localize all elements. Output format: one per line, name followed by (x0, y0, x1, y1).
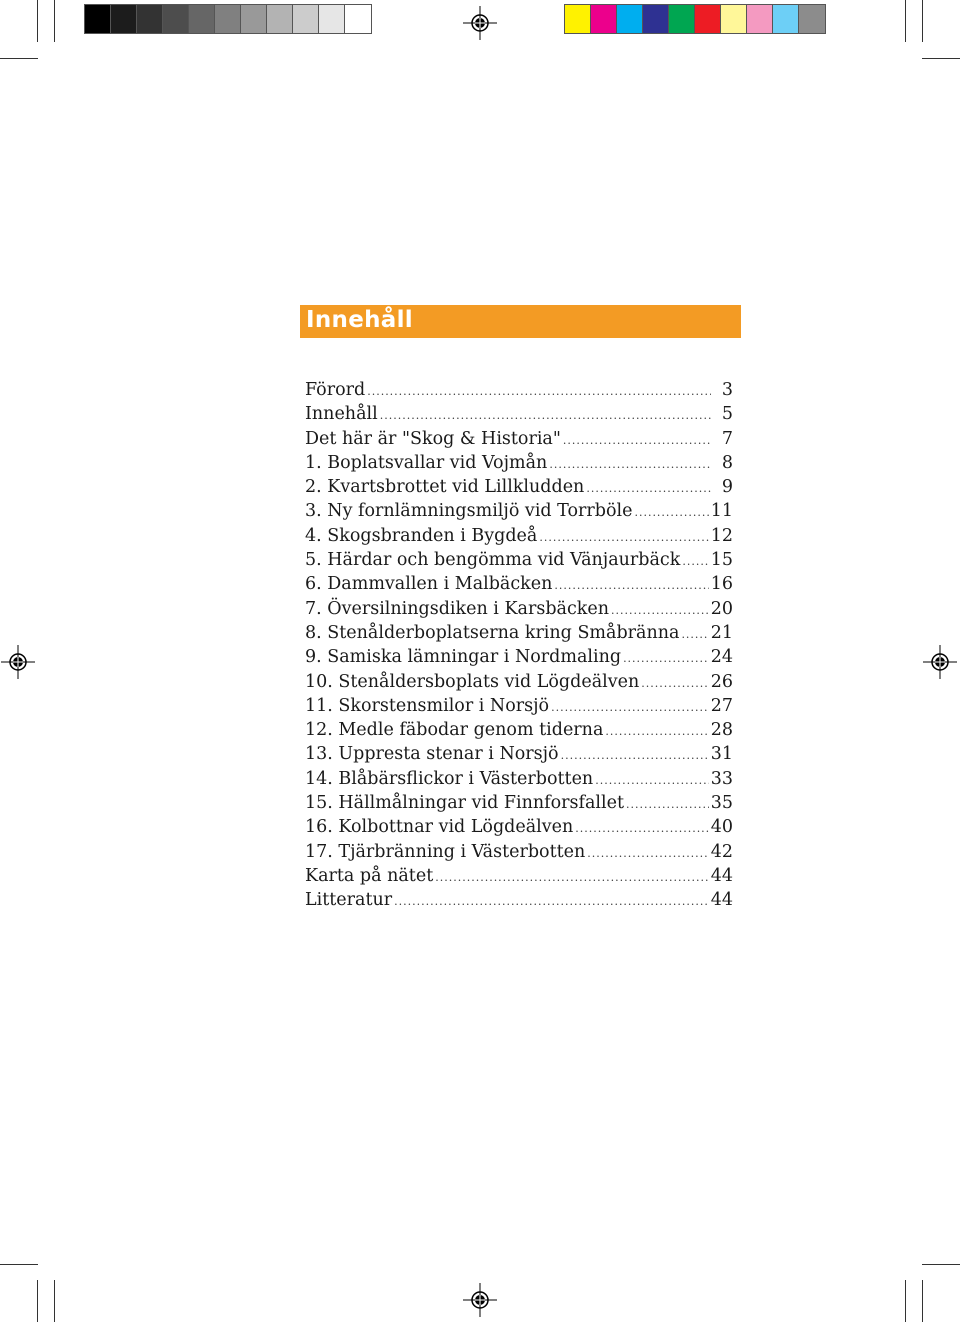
toc-entry-title: 15. Hällmålningar vid Finnforsfallet (305, 793, 624, 814)
toc-entry[interactable] (305, 453, 733, 477)
dot-leader (367, 385, 711, 398)
toc-entry-page: 40 (710, 817, 733, 838)
toc-entry[interactable] (305, 647, 733, 671)
registration-mark-icon (463, 1283, 497, 1317)
toc-entry-title: 16. Kolbottnar vid Lögdeälven (305, 817, 574, 838)
toc-entry-title: Litteratur (305, 890, 393, 911)
toc-entry[interactable] (305, 696, 733, 720)
color-swatch-bar (564, 4, 826, 34)
toc-entry-page: 8 (721, 452, 733, 473)
toc-entry[interactable] (305, 429, 733, 453)
crop-mark (905, 1280, 906, 1322)
color-swatch (163, 5, 189, 33)
toc-entry-page: 24 (710, 647, 733, 668)
toc-entry[interactable] (305, 842, 733, 866)
dot-leader (611, 604, 709, 617)
toc-entry-title: Karta på nätet (305, 865, 434, 886)
dot-leader (549, 458, 711, 471)
toc-entry-title: 5. Härdar och bengömma vid Vänjaurbäck (305, 550, 681, 571)
crop-mark (37, 0, 38, 42)
color-swatch (137, 5, 163, 33)
registration-mark-icon (463, 6, 497, 40)
color-swatch (189, 5, 215, 33)
toc-entry[interactable] (305, 623, 733, 647)
toc-entry-title: 1. Boplatsvallar vid Vojmån (305, 452, 548, 473)
toc-entry-title: 10. Stenåldersboplats vid Lögdeälven (305, 671, 640, 692)
page-title: Innehåll (306, 307, 413, 333)
toc-entry[interactable] (305, 744, 733, 768)
toc-entry[interactable] (305, 526, 733, 550)
dot-leader (586, 482, 711, 495)
toc-entry-page: 12 (710, 525, 733, 546)
toc-entry[interactable] (305, 574, 733, 598)
toc-entry-page: 44 (710, 865, 733, 886)
color-swatch (319, 5, 345, 33)
toc-entry-title: 3. Ny fornlämningsmiljö vid Torrböle (305, 501, 633, 522)
toc-entry[interactable] (305, 672, 733, 696)
dot-leader (634, 506, 708, 519)
section-header-bar (300, 305, 741, 338)
dot-leader (561, 749, 709, 762)
dot-leader (435, 871, 708, 884)
table-of-contents (305, 380, 733, 915)
toc-entry-title: 13. Uppresta stenar i Norsjö (305, 744, 559, 765)
registration-mark-icon (1, 645, 35, 679)
color-swatch (293, 5, 319, 33)
crop-mark (922, 58, 960, 59)
color-swatch (345, 5, 371, 33)
color-swatch (565, 5, 591, 33)
toc-entry[interactable] (305, 404, 733, 428)
crop-mark (54, 1280, 55, 1322)
toc-entry[interactable] (305, 599, 733, 623)
toc-entry-title: 8. Stenålderboplatserna kring Småbränna (305, 622, 680, 643)
dot-leader (394, 895, 709, 908)
toc-entry[interactable] (305, 817, 733, 841)
color-swatch (643, 5, 669, 33)
color-swatch (799, 5, 825, 33)
crop-mark (922, 0, 923, 42)
crop-mark (922, 1264, 960, 1265)
color-swatch (85, 5, 111, 33)
dot-leader (554, 579, 708, 592)
grayscale-swatch-bar (84, 4, 372, 34)
toc-entry[interactable] (305, 890, 733, 914)
toc-entry[interactable] (305, 380, 733, 404)
crop-mark (37, 1280, 38, 1322)
color-swatch (267, 5, 293, 33)
color-swatch (111, 5, 137, 33)
toc-entry-page: 33 (710, 768, 733, 789)
toc-entry-page: 15 (710, 550, 733, 571)
dot-leader (380, 409, 711, 422)
toc-entry-title: 6. Dammvallen i Malbäcken (305, 574, 553, 595)
toc-entry[interactable] (305, 769, 733, 793)
toc-entry[interactable] (305, 866, 733, 890)
toc-entry-title: Förord (305, 380, 366, 400)
color-swatch (773, 5, 799, 33)
toc-entry-page: 20 (710, 598, 733, 619)
toc-entry-title: 2. Kvartsbrottet vid Lillkludden (305, 477, 585, 498)
toc-entry-page: 16 (710, 574, 733, 595)
toc-entry-page: 31 (710, 744, 733, 765)
color-swatch (669, 5, 695, 33)
toc-entry-page: 27 (710, 695, 733, 716)
color-swatch (591, 5, 617, 33)
toc-entry-page: 7 (721, 428, 733, 449)
dot-leader (682, 555, 708, 568)
dot-leader (539, 531, 708, 544)
toc-entry-page: 42 (710, 841, 733, 862)
toc-entry-page: 21 (710, 622, 733, 643)
toc-entry-title: 11. Skorstensmilor i Norsjö (305, 695, 550, 716)
crop-mark (922, 1280, 923, 1322)
color-swatch (241, 5, 267, 33)
color-swatch (721, 5, 747, 33)
crop-mark (0, 1264, 38, 1265)
toc-entry[interactable] (305, 793, 733, 817)
dot-leader (641, 677, 708, 690)
toc-entry-title: Innehåll (305, 404, 378, 425)
toc-entry-page: 28 (710, 720, 733, 741)
toc-entry-title: 9. Samiska lämningar i Nordmaling (305, 647, 622, 668)
toc-entry-page: 35 (710, 793, 733, 814)
crop-mark (54, 0, 55, 42)
toc-entry-page: 11 (710, 501, 733, 522)
registration-mark-icon (923, 645, 957, 679)
toc-entry-title: 14. Blåbärsflickor i Västerbotten (305, 768, 594, 789)
dot-leader (623, 652, 709, 665)
toc-entry-title: 7. Översilningsdiken i Karsbäcken (305, 598, 609, 619)
toc-entry[interactable] (305, 501, 733, 525)
color-swatch (695, 5, 721, 33)
crop-mark (905, 0, 906, 42)
toc-entry[interactable] (305, 720, 733, 744)
toc-entry-page: 3 (721, 380, 733, 400)
dot-leader (605, 725, 708, 738)
toc-entry-title: 4. Skogsbranden i Bygdeå (305, 525, 538, 546)
toc-entry[interactable] (305, 550, 733, 574)
toc-entry[interactable] (305, 477, 733, 501)
toc-entry-page: 5 (721, 404, 733, 425)
color-swatch (747, 5, 773, 33)
toc-entry-title: Det här är "Skog & Historia" (305, 428, 561, 449)
toc-entry-page: 26 (710, 671, 733, 692)
dot-leader (575, 822, 708, 835)
toc-entry-page: 9 (721, 477, 733, 498)
dot-leader (626, 798, 709, 811)
toc-entry-page: 44 (710, 890, 733, 911)
dot-leader (551, 701, 709, 714)
toc-entry-title: 17. Tjärbränning i Västerbotten (305, 841, 586, 862)
dot-leader (563, 434, 711, 447)
color-swatch (215, 5, 241, 33)
dot-leader (587, 847, 708, 860)
dot-leader (681, 628, 708, 641)
crop-mark (0, 58, 38, 59)
dot-leader (595, 774, 709, 787)
color-swatch (617, 5, 643, 33)
toc-entry-title: 12. Medle fäbodar genom tiderna (305, 720, 604, 741)
